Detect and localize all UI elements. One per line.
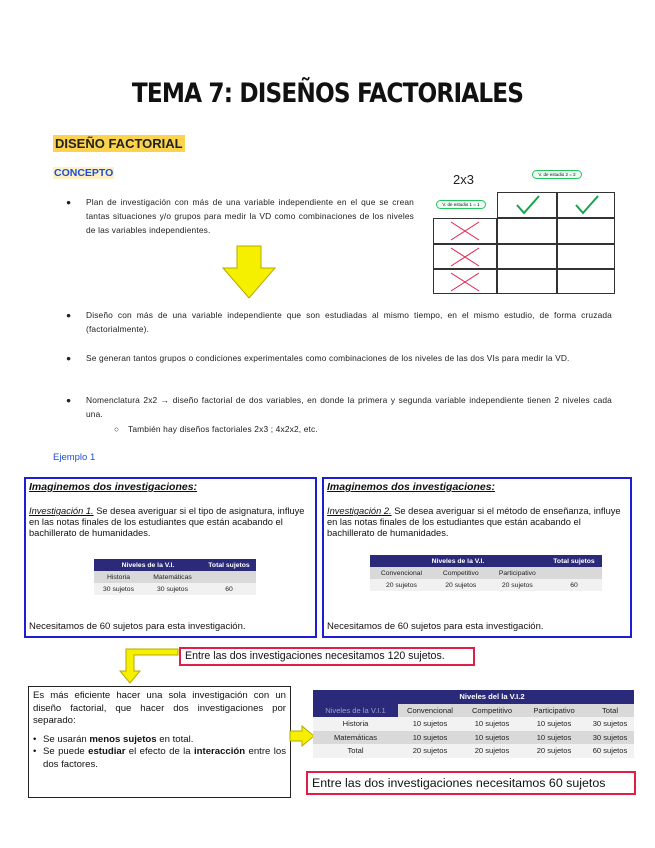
table-row-label: Matemáticas (313, 731, 398, 745)
efficiency-bullet-text: Se usarán (43, 733, 90, 745)
page-title: TEMA 7: DISEÑOS FACTORIALES (131, 78, 524, 109)
table-level-cell: Competitivo (433, 567, 489, 579)
table-col-header: Participativo (522, 704, 586, 718)
investigation-lead: Investigación 1. (29, 506, 94, 516)
subsection-heading: CONCEPTO (54, 167, 114, 179)
investigation-1-box (24, 477, 317, 638)
investigation-1-table (94, 559, 256, 595)
investigation-text: Se desea averiguar si el tipo de asignatura, influye en las notas finales de los estudiantes que están acabando el bachillerato de humanidades. (29, 506, 305, 538)
grid-label: 2x3 (453, 172, 474, 187)
bullet-item (66, 351, 612, 365)
bullet-dot: ● (66, 353, 72, 363)
total-60-box: Entre las dos investigaciones necesitamos 60 sujetos (306, 771, 636, 795)
grid-cell (433, 218, 497, 244)
grid-cell (557, 218, 615, 244)
grid-cell (497, 244, 557, 269)
sub-bullet-item (114, 422, 588, 436)
grid-cell (433, 269, 497, 294)
factorial-table (313, 690, 634, 758)
table-header-total: Total sujetos (546, 555, 602, 567)
bullet-text: Diseño con más de una variable independiente que son estudiadas al mismo tiempo, en el mismo estudio, de forma cruzada (factorialmente). (86, 310, 612, 334)
efficiency-bullet-bold: estudiar (88, 746, 126, 757)
check-icon (574, 194, 600, 216)
efficiency-bullet-text: entre los dos factores. (43, 746, 286, 770)
table-row-label: Historia (313, 717, 398, 731)
table-cell: 10 sujetos (462, 731, 522, 745)
table-cell: 10 sujetos (522, 731, 586, 745)
example-label: Ejemplo 1 (53, 452, 96, 463)
bullet-item (66, 308, 612, 336)
table-level-cell: Participativo (489, 567, 546, 579)
grid-cell (433, 244, 497, 269)
table-cell: 10 sujetos (462, 717, 522, 731)
investigation-text: Se desea averiguar si el método de enseñanza, influye en las notas finales de los estudiantes que están acabando el bachillerato de humanidades. (327, 506, 621, 538)
table-level-cell: Convencional (370, 567, 433, 579)
efficiency-bullet-text: Se puede (43, 746, 89, 757)
bullet-item (66, 195, 414, 237)
sub-bullet-text: También hay diseños factoriales 2x3 ; 4x2x2, etc. (128, 424, 318, 434)
efficiency-bullet (33, 734, 286, 747)
table-value-cell: 20 sujetos (489, 579, 546, 591)
table-corner-blank (313, 690, 398, 704)
table-value-cell: 20 sujetos (370, 579, 433, 591)
grid-cell (497, 192, 557, 218)
table-col-header: Convencional (398, 704, 462, 718)
efficiency-bullet-text: en total. (156, 733, 194, 745)
table-cell: 60 sujetos (586, 744, 634, 758)
level-pill-top: V. de estudio 2 = 2 (532, 170, 582, 179)
table-empty-cell (546, 567, 602, 579)
table-value-cell: 30 sujetos (143, 583, 202, 595)
investigation-description (327, 506, 629, 539)
efficiency-bullet-bold: interacción (193, 746, 246, 757)
arrow-down-icon (221, 244, 277, 300)
grid-cell (497, 218, 557, 244)
table-header-levels: Niveles de la V.I. (370, 555, 546, 567)
table-value-cell: 20 sujetos (433, 579, 489, 591)
investigation-description (29, 506, 314, 539)
efficiency-bullet-bold: menos sujetos (89, 733, 157, 745)
grid-cell (557, 244, 615, 269)
grid-cell (557, 192, 615, 218)
total-120-box: Entre las dos investigaciones necesitamos 120 sujetos. (179, 647, 475, 666)
bullet-dot: ● (66, 310, 72, 320)
cross-icon (449, 246, 481, 268)
table-corner-blank (586, 690, 634, 704)
level-pill-left: V. de estudio 1 = 1 (436, 200, 486, 209)
table-top-header: Niveles del la V.I.2 (398, 690, 586, 704)
investigation-footer: Necesitamos de 60 sujetos para esta investigación. (327, 621, 544, 632)
table-cell: 30 sujetos (586, 717, 634, 731)
investigation-2-table (370, 555, 602, 591)
bullet-text: Se generan tantos grupos o condiciones experimentales como combinaciones de los niveles de las dos VIs para medir la VD. (86, 353, 570, 363)
table-value-cell: 30 sujetos (94, 583, 143, 595)
grid-cell (497, 269, 557, 294)
cross-icon (449, 220, 481, 242)
table-level-cell: Matemáticas (143, 571, 202, 583)
efficiency-text: Es más eficiente hacer una sola investigación con un diseño factorial, que hacer dos investigaciones por separado: (33, 690, 286, 726)
table-level-cell: Historia (94, 571, 143, 583)
table-col-header: Total (586, 704, 634, 718)
arrow-right-icon (289, 725, 315, 747)
table-corner-header: Niveles de la V.I.1 (313, 704, 398, 718)
table-col-header: Competitivo (462, 704, 522, 718)
bullet-item (66, 393, 612, 421)
table-empty-cell (202, 571, 256, 583)
bullet-text: Plan de investigación con más de una variable independiente en el que se crean tantas situaciones y/o grupos para medir la VD como combinaciones de los niveles de las variables independientes. (86, 197, 414, 235)
table-total-cell: 60 (202, 583, 256, 595)
table-cell: 20 sujetos (522, 744, 586, 758)
table-cell: 30 sujetos (586, 731, 634, 745)
investigation-heading: Imaginemos dos investigaciones: (327, 481, 496, 493)
investigation-footer: Necesitamos de 60 sujetos para esta investigación. (29, 621, 246, 632)
bullet-text: Nomenclatura 2x2 → diseño factorial de dos variables, en donde la primera y segunda variable independiente tienen 2 niveles cada una. (86, 395, 612, 419)
factorial-grid-diagram (430, 170, 615, 295)
efficiency-box (28, 686, 291, 798)
efficiency-bullet (33, 746, 286, 771)
investigation-lead: Investigación 2. (327, 506, 392, 516)
check-icon (515, 194, 541, 216)
investigation-2-box (322, 477, 632, 638)
grid-cell (557, 269, 615, 294)
table-header-total: Total sujetos (202, 559, 256, 571)
table-cell: 20 sujetos (462, 744, 522, 758)
section-heading: DISEÑO FACTORIAL (55, 136, 183, 151)
table-cell: 10 sujetos (522, 717, 586, 731)
efficiency-bullet-text: el efecto de la (125, 746, 194, 757)
investigation-heading: Imaginemos dos investigaciones: (29, 481, 198, 493)
table-header-levels: Niveles de la V.I. (94, 559, 202, 571)
table-cell: 10 sujetos (398, 731, 462, 745)
sub-bullet-circle: ○ (114, 424, 120, 434)
bullet-dot: ● (66, 197, 72, 207)
table-cell: 20 sujetos (398, 744, 462, 758)
table-cell: 10 sujetos (398, 717, 462, 731)
cross-icon (449, 271, 481, 293)
table-row-label: Total (313, 744, 398, 758)
table-total-cell: 60 (546, 579, 602, 591)
bullet-dot: ● (66, 395, 72, 405)
bent-arrow-icon (118, 645, 180, 685)
